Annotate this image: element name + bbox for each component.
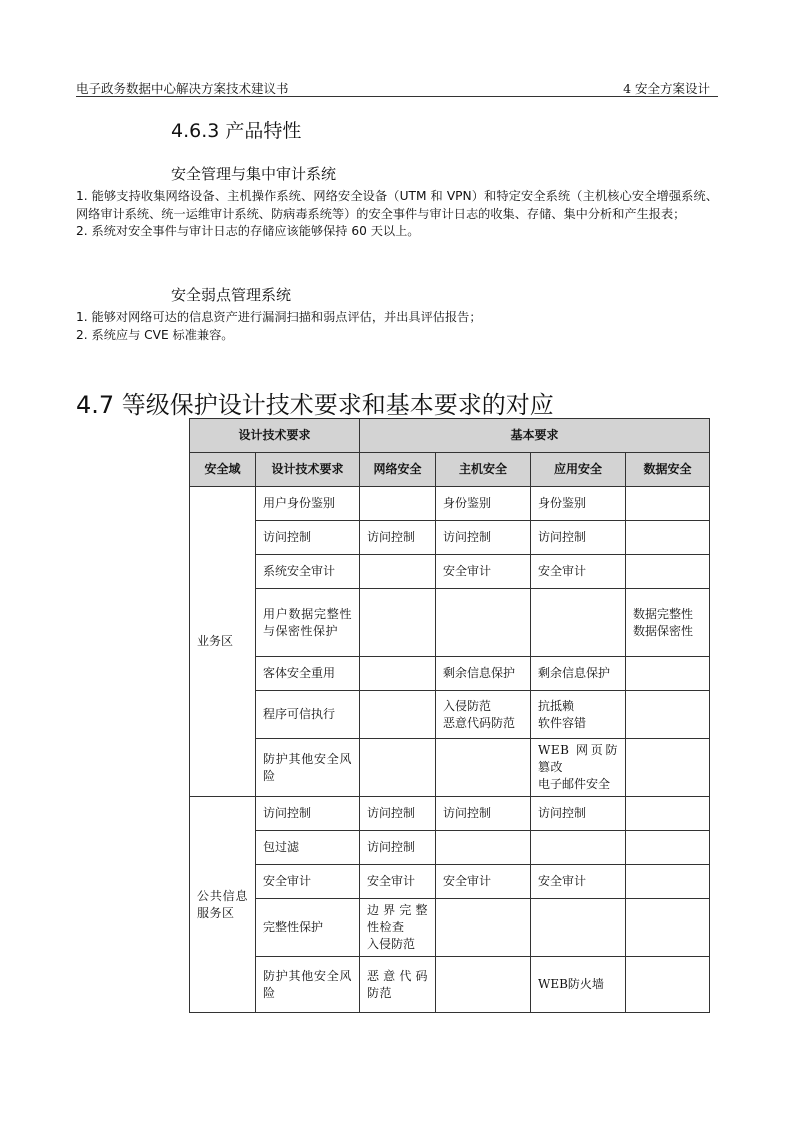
network-cell-line: 入侵防范 [367, 937, 416, 951]
app-cell-line: 电子邮件安全 [538, 777, 611, 791]
section-heading-4-7: 4.7 等级保护设计技术要求和基本要求的对应 [76, 391, 554, 419]
host-cell [436, 899, 531, 957]
requirements-mapping-table [189, 418, 710, 1013]
req-cell: 用户身份鉴别 [256, 487, 360, 521]
req-cell: 防护其他安全风险 [256, 739, 360, 797]
data-cell [626, 957, 710, 1013]
req-cell: 用户数据完整性与保密性保护 [256, 589, 360, 657]
table-row [190, 831, 710, 865]
network-cell [360, 657, 436, 691]
host-cell-line: 入侵防范 [443, 698, 492, 713]
table-row [190, 657, 710, 691]
host-cell [436, 739, 531, 797]
app-cell-line: 抗抵赖 [538, 698, 575, 713]
network-cell [360, 555, 436, 589]
req-cell: 访问控制 [256, 797, 360, 831]
table-row [190, 555, 710, 589]
table-row [190, 899, 710, 957]
data-cell [626, 657, 710, 691]
vuln-item-2: 2. 系统应与 CVE 标准兼容。 [76, 327, 234, 342]
data-cell [626, 589, 710, 657]
app-cell [531, 589, 626, 657]
req-cell: 客体安全重用 [256, 657, 360, 691]
table-group-header-row [190, 419, 710, 453]
host-cell [436, 831, 531, 865]
app-cell: 剩余信息保护 [531, 657, 626, 691]
table-column-header-row [190, 453, 710, 487]
data-cell [626, 899, 710, 957]
host-cell: 访问控制 [436, 521, 531, 555]
data-cell-line: 数据完整性 [633, 606, 694, 621]
col-header-data: 数据安全 [626, 453, 710, 487]
zone-cell-business: 业务区 [190, 487, 256, 797]
data-cell [626, 487, 710, 521]
network-cell [360, 589, 436, 657]
app-cell: 身份鉴别 [531, 487, 626, 521]
host-cell [436, 589, 531, 657]
network-cell: 访问控制 [360, 797, 436, 831]
req-cell: 访问控制 [256, 521, 360, 555]
req-cell: 系统安全审计 [256, 555, 360, 589]
app-cell: 访问控制 [531, 521, 626, 555]
page-header-right: 4 安全方案设计 [623, 81, 710, 96]
req-cell: 程序可信执行 [256, 691, 360, 739]
data-cell [626, 691, 710, 739]
app-cell-line: 软件容错 [538, 715, 587, 730]
host-cell-line: 恶意代码防范 [443, 715, 516, 730]
host-cell [436, 691, 531, 739]
col-header-zone: 安全域 [190, 453, 256, 487]
vuln-system-list [76, 309, 718, 344]
col-header-design-req: 设计技术要求 [256, 453, 360, 487]
data-cell [626, 797, 710, 831]
network-cell: 恶意代码防范 [360, 957, 436, 1013]
group-header-design: 设计技术要求 [190, 419, 360, 453]
col-header-host: 主机安全 [436, 453, 531, 487]
app-cell [531, 899, 626, 957]
table-row [190, 521, 710, 555]
network-cell [360, 739, 436, 797]
group-header-basic: 基本要求 [360, 419, 710, 453]
host-cell: 身份鉴别 [436, 487, 531, 521]
host-cell: 访问控制 [436, 797, 531, 831]
zone-cell-public-service: 公共信息服务区 [190, 797, 256, 1013]
table-row [190, 865, 710, 899]
vuln-item-1: 1. 能够对网络可达的信息资产进行漏洞扫描和弱点评估，并出具评估报告； [76, 310, 482, 324]
network-cell [360, 691, 436, 739]
host-cell [436, 957, 531, 1013]
section-heading-4-6-3: 4.6.3 产品特性 [171, 120, 302, 142]
data-cell [626, 521, 710, 555]
app-cell [531, 691, 626, 739]
data-cell [626, 865, 710, 899]
app-cell: 访问控制 [531, 797, 626, 831]
data-cell [626, 555, 710, 589]
req-cell: 完整性保护 [256, 899, 360, 957]
data-cell [626, 739, 710, 797]
col-header-network: 网络安全 [360, 453, 436, 487]
network-cell: 安全审计 [360, 865, 436, 899]
audit-system-list [76, 188, 718, 241]
req-cell: 包过滤 [256, 831, 360, 865]
subheading-vuln-system: 安全弱点管理系统 [171, 286, 292, 304]
audit-item-2: 2. 系统对安全事件与审计日志的存储应该能够保持 60 天以上。 [76, 224, 420, 238]
host-cell: 剩余信息保护 [436, 657, 531, 691]
audit-item-1: 1. 能够支持收集网络设备、主机操作系统、网络安全设备（UTM 和 VPN）和特定安全系统（主机核心安全增强系统、网络审计系统、统一运维审计系统、防病毒系统等）的安全事件与审计日志的收集、存储、集中分析和产生报表； [76, 189, 718, 221]
header-divider [76, 96, 718, 97]
app-cell: 安全审计 [531, 555, 626, 589]
table-row [190, 589, 710, 657]
network-cell [360, 899, 436, 957]
col-header-application: 应用安全 [531, 453, 626, 487]
table-row [190, 797, 710, 831]
network-cell: 访问控制 [360, 521, 436, 555]
req-cell: 防护其他安全风险 [256, 957, 360, 1013]
table-row [190, 691, 710, 739]
network-cell-line: 边界完整性检查 [367, 903, 429, 934]
app-cell: 安全审计 [531, 865, 626, 899]
app-cell [531, 739, 626, 797]
network-cell: 访问控制 [360, 831, 436, 865]
app-cell: WEB防火墙 [531, 957, 626, 1013]
data-cell [626, 831, 710, 865]
host-cell: 安全审计 [436, 555, 531, 589]
table-row [190, 739, 710, 797]
host-cell: 安全审计 [436, 865, 531, 899]
req-cell: 安全审计 [256, 865, 360, 899]
table-row [190, 487, 710, 521]
app-cell [531, 831, 626, 865]
page-header-left: 电子政务数据中心解决方案技术建议书 [76, 81, 289, 96]
app-cell-line: WEB 网页防篡改 [538, 743, 619, 774]
table-row [190, 957, 710, 1013]
network-cell [360, 487, 436, 521]
subheading-audit-system: 安全管理与集中审计系统 [171, 165, 337, 183]
data-cell-line: 数据保密性 [633, 623, 694, 638]
